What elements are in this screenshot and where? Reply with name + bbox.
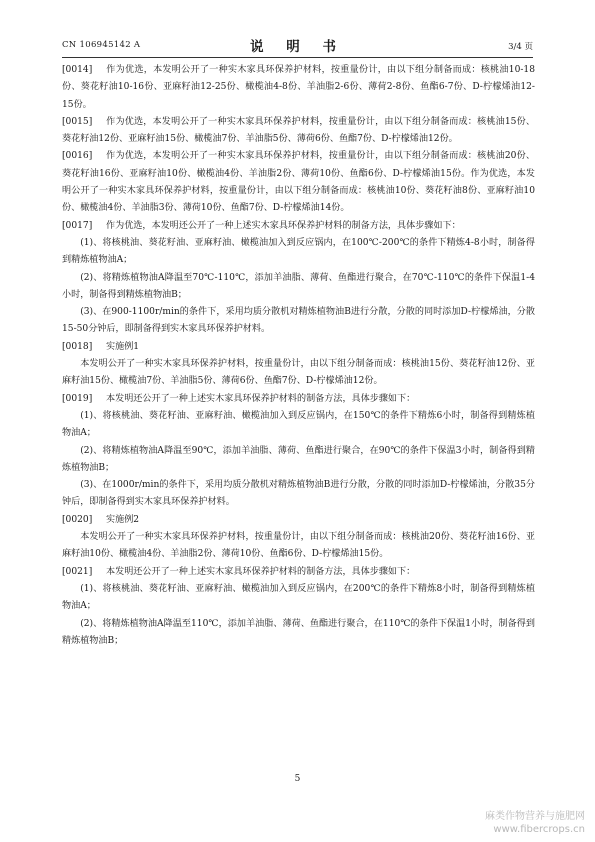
paragraph-text: (2)、将精炼植物油A降温至90℃，添加羊油脂、薄荷、鱼酯进行聚合，在90℃的条件下保温3小时，制备得到精炼植物油B；	[62, 445, 535, 473]
watermark	[485, 810, 585, 836]
page-indicator: 3/4 页	[508, 42, 533, 52]
header-divider	[62, 57, 533, 58]
body-paragraph	[62, 564, 535, 581]
body-paragraph	[62, 114, 535, 149]
paragraph-text: 本发明还公开了一种上述实木家具环保养护材料的制备方法，具体步骤如下：	[106, 566, 416, 577]
body-paragraph	[62, 339, 535, 356]
body-subparagraph	[62, 408, 535, 443]
paragraph-number: [0016]	[62, 151, 93, 162]
body-paragraph	[62, 148, 535, 217]
body-subparagraph	[62, 616, 535, 651]
paragraph-text: (1)、将核桃油、葵花籽油、亚麻籽油、橄榄油加入到反应锅内，在150℃的条件下精炼6小时，制备得到精炼植物油A；	[62, 410, 535, 439]
patent-number: CN 106945142 A	[62, 40, 141, 50]
paragraph-text: 作为优选，本发明公开了一种实木家具环保养护材料，按重量份计，由以下组分制备而成：核桃油20份、葵花籽油16份、亚麻籽油10份、橄榄油4份、羊油脂2份、薄荷10份、鱼酯6份、D-柠檬烯油15份。作为优选，本发明公开了一种实木家具环保养护材料，按重量份计，由以下组分制备而成：核桃油10份、葵花籽油8份、亚麻籽油10份、橄榄油4份、羊油脂3份、薄荷10份、鱼酯7份、D-柠檬烯油14份。	[62, 151, 535, 214]
paragraph-number: [0021]	[62, 566, 93, 577]
watermark-line-2: www.fibercrops.cn	[493, 824, 585, 835]
paragraph-text: 作为优选，本发明公开了一种实木家具环保养护材料，按重量份计，由以下组分制备而成：核桃油10-18份、葵花籽油10-16份、亚麻籽油12-25份、橄榄油4-8份、羊油脂2-6份、薄荷2-8份、鱼酯6-7份、D-柠檬烯油12-15份。	[62, 65, 535, 110]
paragraph-text: (3)、在900-1100r/min的条件下，采用均质分散机对精炼植物油B进行分散，分散的同时添加D-柠檬烯油，分散15-50分钟后，即制备得到实木家具环保养护材料。	[62, 307, 535, 335]
paragraph-number: [0018]	[62, 341, 93, 352]
paragraph-number: [0020]	[62, 514, 93, 525]
paragraph-text: 实施例1	[106, 341, 140, 352]
body-subparagraph	[62, 477, 535, 512]
body-subparagraph	[62, 270, 535, 305]
paragraph-text: (2)、将精炼植物油A降温至70℃-110℃，添加羊油脂、薄荷、鱼酯进行聚合，在70℃-110℃的条件下保温1-4小时，制备得到精炼植物油B；	[62, 272, 535, 300]
paragraph-text: 本发明公开了一种实木家具环保养护材料，按重量份计，由以下组分制备而成：核桃油20份、葵花籽油16份、亚麻籽油10份、橄榄油4份、羊油脂2份、薄荷10份、鱼酯6份、D-柠檬烯油15份。	[62, 532, 535, 560]
paragraph-text: (1)、将核桃油、葵花籽油、亚麻籽油、橄榄油加入到反应锅内，在200℃的条件下精炼8小时，制备得到精炼植物油A；	[62, 583, 535, 612]
document-title: 说 明 书	[250, 39, 345, 55]
paragraph-text: 作为优选，本发明公开了一种实木家具环保养护材料，按重量份计，由以下组分制备而成：核桃油15份、葵花籽油12份、亚麻籽油15份、橄榄油7份、羊油脂5份、薄荷6份、鱼酯7份、D-柠檬烯油12份。	[62, 116, 535, 145]
page-header	[62, 34, 533, 56]
paragraph-text: (3)、在1000r/min的条件下，采用均质分散机对精炼植物油B进行分散，分散的同时添加D-柠檬烯油，分散35分钟后，即制备得到实木家具环保养护材料。	[62, 480, 535, 508]
watermark-line-1: 麻类作物营养与施肥网	[485, 811, 585, 822]
document-body	[62, 62, 535, 650]
body-subparagraph	[62, 581, 535, 616]
body-subparagraph	[62, 304, 535, 339]
paragraph-text: (1)、将核桃油、葵花籽油、亚麻籽油、橄榄油加入到反应锅内，在100℃-200℃的条件下精炼4-8小时，制备得到精炼植物油A；	[62, 237, 535, 266]
body-paragraph	[62, 62, 535, 114]
paragraph-number: [0014]	[62, 65, 93, 75]
body-paragraph	[62, 391, 535, 408]
body-subparagraph	[62, 356, 535, 391]
body-paragraph	[62, 218, 535, 235]
paragraph-text: (2)、将精炼植物油A降温至110℃，添加羊油脂、薄荷、鱼酯进行聚合，在110℃的条件下保温1小时，制备得到精炼植物油B；	[62, 618, 535, 646]
paragraph-text: 实施例2	[106, 514, 140, 525]
paragraph-number: [0017]	[62, 220, 93, 231]
paragraph-text: 本发明还公开了一种上述实木家具环保养护材料的制备方法，具体步骤如下：	[106, 393, 416, 404]
body-paragraph	[62, 512, 535, 529]
body-subparagraph	[62, 443, 535, 478]
body-subparagraph	[62, 235, 535, 270]
paragraph-number: [0015]	[62, 116, 93, 127]
paragraph-text: 作为优选，本发明还公开了一种上述实木家具环保养护材料的制备方法，具体步骤如下：	[106, 220, 461, 231]
body-subparagraph	[62, 529, 535, 564]
page-number: 5	[294, 774, 301, 784]
paragraph-number: [0019]	[62, 393, 93, 404]
paragraph-text: 本发明公开了一种实木家具环保养护材料，按重量份计，由以下组分制备而成：核桃油15份、葵花籽油12份、亚麻籽油15份、橄榄油7份、羊油脂5份、薄荷6份、鱼酯7份、D-柠檬烯油12份。	[62, 359, 535, 387]
